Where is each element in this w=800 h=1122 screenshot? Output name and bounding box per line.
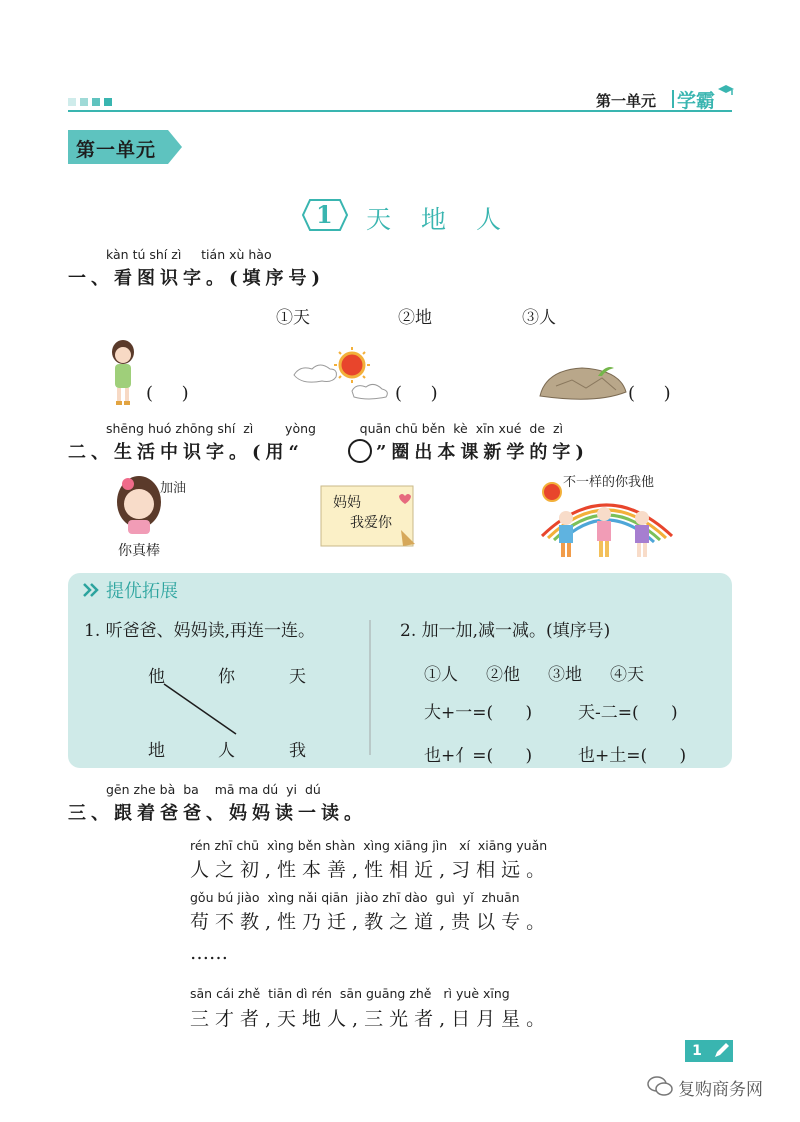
q2-option-1: ①人 xyxy=(424,665,458,685)
girl-head-picture xyxy=(114,474,164,536)
option-1: ①天 xyxy=(276,308,310,328)
q2-equation-2[interactable]: 天-二=( ) xyxy=(578,703,678,723)
q1-label: 1. 听爸爸、妈妈读,再连一连。 xyxy=(84,621,316,641)
unit-banner-label: 第一单元 xyxy=(76,139,157,161)
poem-pinyin-1: rén zhī chū xìng běn shàn xìng xiāng jìn xí xiāng yuǎn xyxy=(190,838,548,853)
circle-icon xyxy=(346,437,374,465)
q1-top-2[interactable]: 你 xyxy=(218,667,235,687)
section2-heading-a: 二、生活中识字。(用“ xyxy=(68,442,304,463)
q2-option-2: ②他 xyxy=(486,665,520,685)
q1-top-1[interactable]: 他 xyxy=(148,667,165,687)
q1-top-3[interactable]: 天 xyxy=(289,667,306,687)
section1-heading: 一、看图识字。(填序号) xyxy=(68,268,326,289)
header-divider xyxy=(672,90,674,108)
q1-bottom-2[interactable]: 人 xyxy=(218,741,235,761)
section2-pinyin: shēng huó zhōng shí zì yòng quān chū běn kè xīn xué de zì xyxy=(106,421,564,436)
header-square-2 xyxy=(80,98,88,106)
option-2: ②地 xyxy=(398,308,432,328)
image2-text-a: 妈妈 xyxy=(333,495,361,511)
poem-ellipsis: …… xyxy=(190,942,228,964)
image3-text: 不一样的你我他 xyxy=(563,475,655,490)
lesson-title: 天地人 xyxy=(366,205,532,234)
q1-bottom-1[interactable]: 地 xyxy=(148,741,165,761)
image1-text-b: 你真棒 xyxy=(118,543,160,559)
extension-divider xyxy=(369,620,371,755)
header-unit-label: 第一单元 xyxy=(596,92,657,110)
q2-option-4: ④天 xyxy=(610,665,644,685)
page-number: 1 xyxy=(685,1040,709,1062)
section3-heading: 三、跟着爸爸、妈妈读一读。 xyxy=(68,803,367,824)
poem-line-1: 人之初,性本善,性相近,习相远。 xyxy=(190,859,552,881)
wechat-icon xyxy=(646,1075,674,1097)
pencil-icon xyxy=(709,1040,733,1062)
answer-blank-2[interactable]: ( ) xyxy=(395,383,438,404)
poem-pinyin-3: sān cái zhě tiān dì rén sān guāng zhě rì yuè xīng xyxy=(190,986,510,1001)
header-square-1 xyxy=(68,98,76,106)
q2-equation-3[interactable]: 也+亻=( ) xyxy=(424,746,533,766)
watermark: 复购商务网 xyxy=(678,1080,763,1100)
q2-label: 2. 加一加,减一减。(填序号) xyxy=(400,621,611,641)
q2-equation-4[interactable]: 也+土=( ) xyxy=(578,746,687,766)
header-brand: 学霸 xyxy=(677,90,716,112)
double-chevron-icon xyxy=(82,582,100,598)
graduation-cap-icon xyxy=(718,84,734,96)
section1-pinyin: kàn tú shí zì tián xù hào xyxy=(106,247,272,262)
sun-cloud-picture xyxy=(292,345,392,403)
header-square-3 xyxy=(92,98,100,106)
extension-title: 提优拓展 xyxy=(106,581,178,602)
poem-pinyin-2: gǒu bú jiào xìng nǎi qiān jiào zhī dào guì yǐ zhuān xyxy=(190,890,520,905)
q1-bottom-3[interactable]: 我 xyxy=(289,741,306,761)
poem-line-3: 三才者,天地人,三光者,日月星。 xyxy=(190,1008,552,1030)
section2-heading-b: ”圈出本课新学的字) xyxy=(376,442,589,463)
poem-line-2: 苟不教,性乃迁,教之道,贵以专。 xyxy=(190,911,552,933)
image2-text-b: 我爱你 xyxy=(350,515,392,531)
option-3: ③人 xyxy=(522,308,556,328)
image1-text-a: 加油 xyxy=(160,481,187,496)
rainbow-kids-picture xyxy=(538,478,674,562)
lesson-number: 1 xyxy=(316,200,333,229)
answer-blank-1[interactable]: ( ) xyxy=(146,383,189,404)
header-square-4 xyxy=(104,98,112,106)
section3-pinyin: gēn zhe bà ba mā ma dú yi dú xyxy=(106,782,321,797)
girl-picture xyxy=(104,338,142,410)
connect-line xyxy=(160,682,240,736)
land-picture xyxy=(536,362,630,406)
q2-option-3: ③地 xyxy=(548,665,582,685)
q2-equation-1[interactable]: 大+一=( ) xyxy=(424,703,533,723)
answer-blank-3[interactable]: ( ) xyxy=(628,383,671,404)
